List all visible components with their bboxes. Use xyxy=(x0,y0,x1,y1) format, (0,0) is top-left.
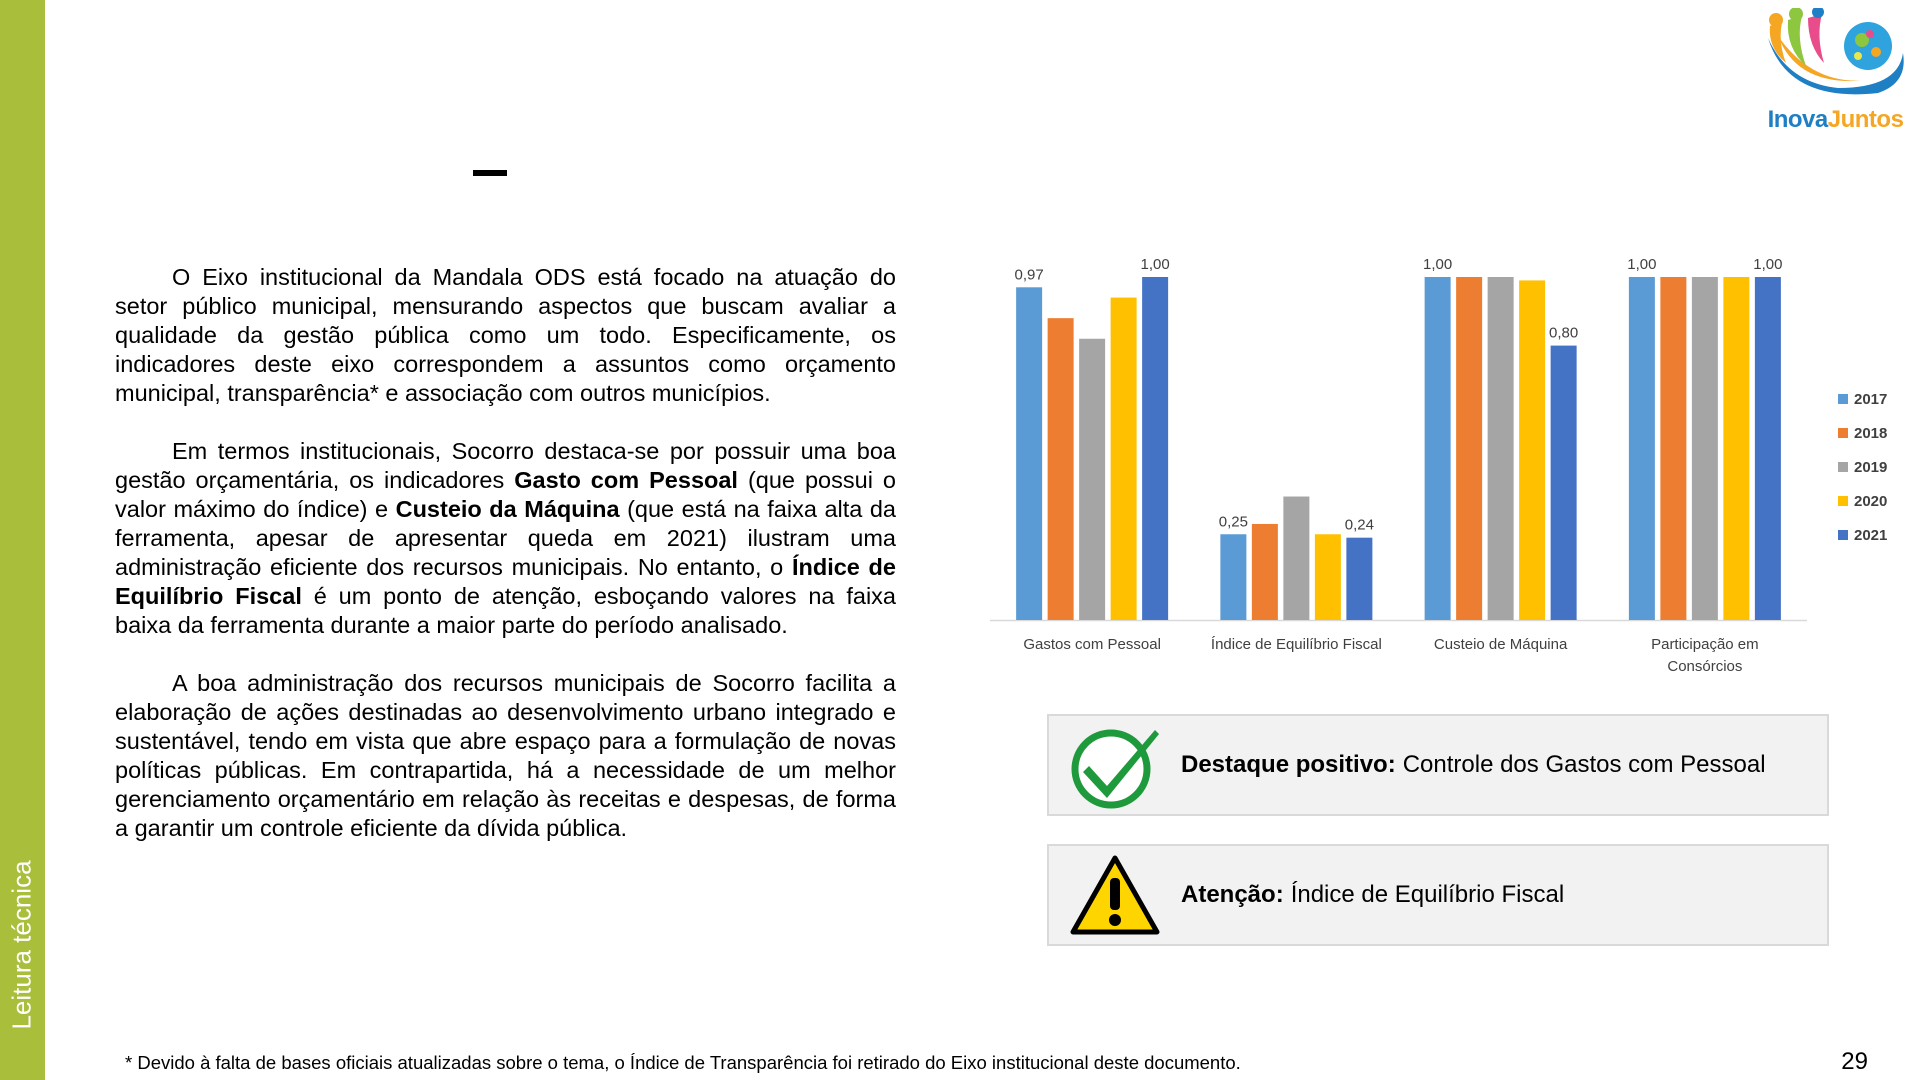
bar-2021-cat-1 xyxy=(1346,538,1372,620)
legend-label-2019: 2019 xyxy=(1854,459,1888,476)
legend-swatch-2020 xyxy=(1838,496,1848,506)
bar-2020-cat-0 xyxy=(1111,298,1137,620)
attention-label: Atenção: xyxy=(1181,881,1284,908)
p2-text-d: (que está na faixa alta da ferramenta, apesar de apresentar queda em 2021) ilustram uma administração eficiente dos recursos municipais. No entanto, o xyxy=(115,496,896,580)
bar-2018-cat-3 xyxy=(1660,277,1686,620)
category-label-3-0: Participação em xyxy=(1651,636,1759,653)
logo-word-2: Juntos xyxy=(1827,106,1904,133)
attention-text xyxy=(1181,846,1564,944)
bar-2020-cat-1 xyxy=(1315,534,1341,620)
bar-2017-cat-3 xyxy=(1629,277,1655,620)
legend-swatch-2021 xyxy=(1838,530,1848,540)
sidebar xyxy=(0,0,45,1080)
bar-2019-cat-1 xyxy=(1283,497,1309,620)
positive-highlight-text xyxy=(1181,716,1766,814)
bar-chart xyxy=(990,255,1920,685)
data-label-2: 0,25 xyxy=(1218,513,1248,531)
bar-2017-cat-2 xyxy=(1425,277,1451,620)
warning-icon xyxy=(1067,852,1163,940)
bar-2018-cat-1 xyxy=(1252,524,1278,620)
data-label-7: 1,00 xyxy=(1753,256,1783,273)
bar-2021-cat-3 xyxy=(1755,277,1781,620)
p2-bold-gasto-pessoal: Gasto com Pessoal xyxy=(514,467,738,493)
bar-2021-cat-2 xyxy=(1551,346,1577,620)
bar-2018-cat-2 xyxy=(1456,277,1482,620)
bar-2017-cat-0 xyxy=(1016,287,1042,620)
category-label-0-0: Gastos com Pessoal xyxy=(1023,636,1161,653)
paragraph-2 xyxy=(115,437,896,640)
logo-graphic-icon xyxy=(1758,8,1913,108)
p2-bold-custeio: Custeio da Máquina xyxy=(395,496,620,522)
paragraph-1: O Eixo institucional da Mandala ODS está focado na atuação do setor público municipal, mensurando aspectos que buscam avaliar a qualidade da gestão pública como um todo. Especificamente, os indicadores deste eixo correspondem a assuntos como orçamento municipal, transparência* e associação com outros municípios. xyxy=(115,264,896,406)
data-label-4: 1,00 xyxy=(1423,256,1453,273)
bar-2020-cat-3 xyxy=(1723,277,1749,620)
legend-label-2018: 2018 xyxy=(1854,425,1888,442)
paragraph-3: A boa administração dos recursos municipais de Socorro facilita a elaboração de ações destinadas ao desenvolvimento urbano integrado e sustentável, tendo em vista que abre espaço para a formulação de novas políticas públicas. Em contrapartida, há a necessidade de um melhor gerenciamento orçamentário em relação às receitas e despesas, de forma a garantir um controle eficiente da dívida pública. xyxy=(115,670,896,841)
sidebar-label: Leitura técnica xyxy=(6,860,37,1030)
category-label-1-0: Índice de Equilíbrio Fiscal xyxy=(1210,636,1382,653)
check-icon xyxy=(1067,722,1163,810)
p2-bold-equilibrio: Índice de Equilíbrio Fiscal xyxy=(115,554,896,609)
bar-2019-cat-2 xyxy=(1488,277,1514,620)
positive-highlight-box xyxy=(1047,714,1829,816)
legend-label-2021: 2021 xyxy=(1854,527,1888,544)
analysis-text xyxy=(115,263,896,872)
p2-text-e: é um ponto de atenção, esboçando valores na faixa baixa da ferramenta durante a maior parte do período analisado. xyxy=(115,583,896,638)
legend-swatch-2019 xyxy=(1838,462,1848,472)
p2-text-a: Em termos institucionais, Socorro destaca-se por possuir uma boa gestão orçamentária, os indicadores xyxy=(115,438,896,493)
bar-2019-cat-0 xyxy=(1079,339,1105,620)
bar-2017-cat-1 xyxy=(1220,534,1246,620)
inovajuntos-logo xyxy=(1758,8,1913,138)
attention-value: Índice de Equilíbrio Fiscal xyxy=(1290,881,1565,908)
positive-label: Destaque positivo: xyxy=(1181,751,1396,778)
category-label-2-0: Custeio de Máquina xyxy=(1433,636,1568,653)
legend-swatch-2017 xyxy=(1838,394,1848,404)
p2-text-c: (que possui o valor máximo do índice) e xyxy=(115,467,896,522)
attention-box xyxy=(1047,844,1829,946)
title-dash xyxy=(473,170,507,176)
data-label-6: 1,00 xyxy=(1627,256,1657,273)
page-number: 29 xyxy=(1841,1048,1868,1075)
logo-word-1: Inova xyxy=(1767,106,1828,133)
legend-label-2020: 2020 xyxy=(1854,493,1888,510)
data-label-0: 0,97 xyxy=(1014,266,1044,284)
positive-value: Controle dos Gastos com Pessoal xyxy=(1402,751,1766,778)
logo-wordmark xyxy=(1758,106,1913,134)
bar-2018-cat-0 xyxy=(1048,318,1074,620)
bar-2021-cat-0 xyxy=(1142,277,1168,620)
data-label-3: 0,24 xyxy=(1344,516,1374,534)
category-label-3-1: Consórcios xyxy=(1667,658,1743,675)
bar-2019-cat-3 xyxy=(1692,277,1718,620)
data-label-1: 1,00 xyxy=(1140,256,1170,273)
footnote: * Devido à falta de bases oficiais atualizadas sobre o tema, o Índice de Transparência foi retirado do Eixo institucional deste documento. xyxy=(125,1052,1241,1073)
legend-label-2017: 2017 xyxy=(1854,391,1888,408)
bar-2020-cat-2 xyxy=(1519,280,1545,620)
legend-swatch-2018 xyxy=(1838,428,1848,438)
data-label-5: 0,80 xyxy=(1549,324,1579,342)
